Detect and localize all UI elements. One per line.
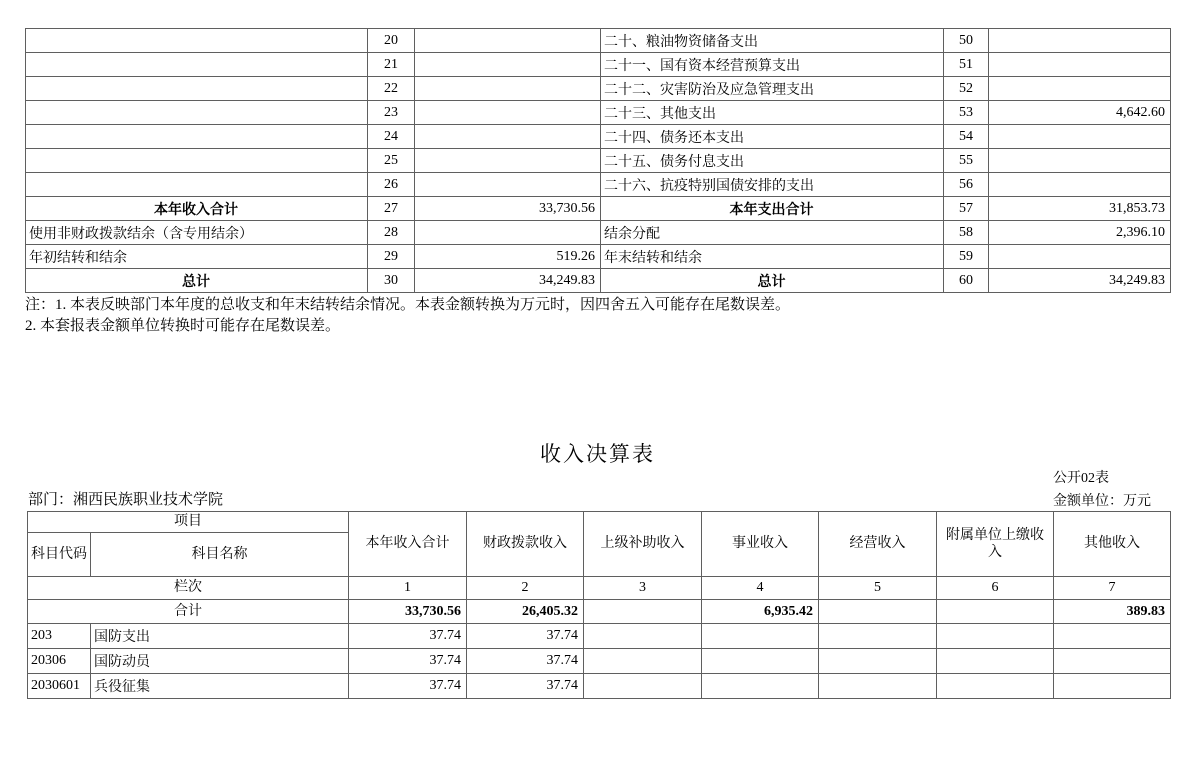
form-number: 公开02表 <box>1053 471 1109 486</box>
income-lane-row <box>28 577 1171 600</box>
right-amount-cell: 2,396.10 <box>989 221 1171 245</box>
subject-code: 20306 <box>28 649 91 674</box>
value-cell <box>819 674 937 699</box>
total-value: 389.83 <box>1054 600 1171 624</box>
left-amount-cell: 33,730.56 <box>415 197 601 221</box>
header-col-business-income: 事业收入 <box>702 512 819 577</box>
income-table <box>27 511 1171 699</box>
right-category-cell: 二十、粮油物资储备支出 <box>601 29 944 53</box>
left-category-cell <box>26 149 368 173</box>
right-category-cell: 年末结转和结余 <box>601 245 944 269</box>
right-line-no-cell: 55 <box>944 149 989 173</box>
total-value <box>584 600 702 624</box>
header-col-fiscal-appropriation: 财政拨款收入 <box>467 512 584 577</box>
value-cell <box>702 674 819 699</box>
header-project: 项目 <box>28 512 349 533</box>
subject-name: 兵役征集 <box>91 674 349 699</box>
right-line-no-cell: 57 <box>944 197 989 221</box>
summary-row <box>26 125 1171 149</box>
left-amount-cell <box>415 77 601 101</box>
total-value: 33,730.56 <box>349 600 467 624</box>
right-line-no-cell: 54 <box>944 125 989 149</box>
left-amount-cell <box>415 149 601 173</box>
value-cell <box>702 649 819 674</box>
note-line-2: 2. 本套报表金额单位转换时可能存在尾数误差。 <box>25 318 341 334</box>
right-category-cell: 二十四、债务还本支出 <box>601 125 944 149</box>
header-col-total-income: 本年收入合计 <box>349 512 467 577</box>
left-line-no-cell: 29 <box>368 245 415 269</box>
left-amount-cell <box>415 173 601 197</box>
summary-row <box>26 149 1171 173</box>
lane-no-5: 5 <box>819 577 937 600</box>
summary-row <box>26 101 1171 125</box>
value-cell <box>584 674 702 699</box>
left-category-cell: 年初结转和结余 <box>26 245 368 269</box>
left-amount-cell: 519.26 <box>415 245 601 269</box>
lane-label: 栏次 <box>28 577 349 600</box>
total-value <box>937 600 1054 624</box>
right-line-no-cell: 60 <box>944 269 989 293</box>
summary-row <box>26 245 1171 269</box>
left-line-no-cell: 20 <box>368 29 415 53</box>
right-category-cell: 本年支出合计 <box>601 197 944 221</box>
value-cell <box>937 624 1054 649</box>
total-value <box>819 600 937 624</box>
value-cell <box>584 649 702 674</box>
left-line-no-cell: 24 <box>368 125 415 149</box>
lane-no-7: 7 <box>1054 577 1171 600</box>
right-category-cell: 总计 <box>601 269 944 293</box>
subject-code: 203 <box>28 624 91 649</box>
right-category-cell: 二十二、灾害防治及应急管理支出 <box>601 77 944 101</box>
header-col-affiliate-remit: 附属单位上缴收入 <box>937 512 1054 577</box>
summary-row <box>26 173 1171 197</box>
summary-row <box>26 77 1171 101</box>
right-amount-cell <box>989 29 1171 53</box>
left-category-cell: 总计 <box>26 269 368 293</box>
value-cell <box>937 674 1054 699</box>
right-amount-cell <box>989 149 1171 173</box>
left-category-cell: 本年收入合计 <box>26 197 368 221</box>
amount-unit-label: 金额单位：万元 <box>1053 494 1151 509</box>
lane-no-2: 2 <box>467 577 584 600</box>
left-amount-cell <box>415 29 601 53</box>
summary-row-income-total <box>26 197 1171 221</box>
left-category-cell: 使用非财政拨款结余（含专用结余） <box>26 221 368 245</box>
right-line-no-cell: 53 <box>944 101 989 125</box>
left-line-no-cell: 27 <box>368 197 415 221</box>
left-category-cell <box>26 125 368 149</box>
right-category-cell: 结余分配 <box>601 221 944 245</box>
left-category-cell <box>26 29 368 53</box>
income-data-row <box>28 624 1171 649</box>
income-table-title: 收入决算表 <box>540 442 655 466</box>
left-line-no-cell: 25 <box>368 149 415 173</box>
income-data-row <box>28 649 1171 674</box>
value-cell <box>819 649 937 674</box>
right-line-no-cell: 59 <box>944 245 989 269</box>
right-line-no-cell: 58 <box>944 221 989 245</box>
value-cell <box>937 649 1054 674</box>
value-cell <box>1054 624 1171 649</box>
left-amount-cell <box>415 125 601 149</box>
value-cell <box>819 624 937 649</box>
value-cell <box>702 624 819 649</box>
income-total-row <box>28 600 1171 624</box>
summary-row <box>26 53 1171 77</box>
total-value: 26,405.32 <box>467 600 584 624</box>
value-cell: 37.74 <box>349 624 467 649</box>
right-category-cell: 二十一、国有资本经营预算支出 <box>601 53 944 77</box>
left-line-no-cell: 26 <box>368 173 415 197</box>
left-category-cell <box>26 77 368 101</box>
left-amount-cell <box>415 53 601 77</box>
left-line-no-cell: 23 <box>368 101 415 125</box>
right-amount-cell: 34,249.83 <box>989 269 1171 293</box>
lane-no-4: 4 <box>702 577 819 600</box>
value-cell <box>1054 649 1171 674</box>
summary-row-grand-total <box>26 269 1171 293</box>
lane-no-6: 6 <box>937 577 1054 600</box>
right-category-cell: 二十五、债务付息支出 <box>601 149 944 173</box>
right-line-no-cell: 52 <box>944 77 989 101</box>
header-col-superior-subsidy: 上级补助收入 <box>584 512 702 577</box>
value-cell <box>584 624 702 649</box>
left-line-no-cell: 22 <box>368 77 415 101</box>
value-cell: 37.74 <box>349 674 467 699</box>
left-amount-cell: 34,249.83 <box>415 269 601 293</box>
subject-name: 国防支出 <box>91 624 349 649</box>
left-line-no-cell: 21 <box>368 53 415 77</box>
left-category-cell <box>26 101 368 125</box>
left-amount-cell <box>415 221 601 245</box>
right-amount-cell: 4,642.60 <box>989 101 1171 125</box>
subject-name: 国防动员 <box>91 649 349 674</box>
value-cell: 37.74 <box>467 624 584 649</box>
income-data-row <box>28 674 1171 699</box>
summary-table <box>25 28 1171 293</box>
value-cell: 37.74 <box>467 649 584 674</box>
lane-no-3: 3 <box>584 577 702 600</box>
total-label: 合计 <box>28 600 349 624</box>
right-line-no-cell: 56 <box>944 173 989 197</box>
header-subject-code: 科目代码 <box>28 533 91 577</box>
left-category-cell <box>26 53 368 77</box>
note-line-1: 注：1. 本表反映部门本年度的总收支和年末结转结余情况。本表金额转换为万元时，因四舍五入可能存在尾数误差。 <box>25 297 791 313</box>
income-header-row-project <box>28 512 1171 533</box>
value-cell: 37.74 <box>349 649 467 674</box>
right-category-cell: 二十六、抗疫特别国债安排的支出 <box>601 173 944 197</box>
value-cell <box>1054 674 1171 699</box>
left-line-no-cell: 30 <box>368 269 415 293</box>
right-amount-cell <box>989 53 1171 77</box>
total-value: 6,935.42 <box>702 600 819 624</box>
summary-row <box>26 29 1171 53</box>
left-line-no-cell: 28 <box>368 221 415 245</box>
left-category-cell <box>26 173 368 197</box>
right-category-cell: 二十三、其他支出 <box>601 101 944 125</box>
header-col-operating-income: 经营收入 <box>819 512 937 577</box>
right-amount-cell: 31,853.73 <box>989 197 1171 221</box>
department-label: 部门：湘西民族职业技术学院 <box>28 492 224 508</box>
value-cell: 37.74 <box>467 674 584 699</box>
header-subject-name: 科目名称 <box>91 533 349 577</box>
summary-row <box>26 221 1171 245</box>
lane-no-1: 1 <box>349 577 467 600</box>
subject-code: 2030601 <box>28 674 91 699</box>
right-amount-cell <box>989 77 1171 101</box>
header-col-other-income: 其他收入 <box>1054 512 1171 577</box>
left-amount-cell <box>415 101 601 125</box>
right-amount-cell <box>989 125 1171 149</box>
table-notes <box>25 295 790 337</box>
right-amount-cell <box>989 245 1171 269</box>
right-line-no-cell: 50 <box>944 29 989 53</box>
right-amount-cell <box>989 173 1171 197</box>
right-line-no-cell: 51 <box>944 53 989 77</box>
